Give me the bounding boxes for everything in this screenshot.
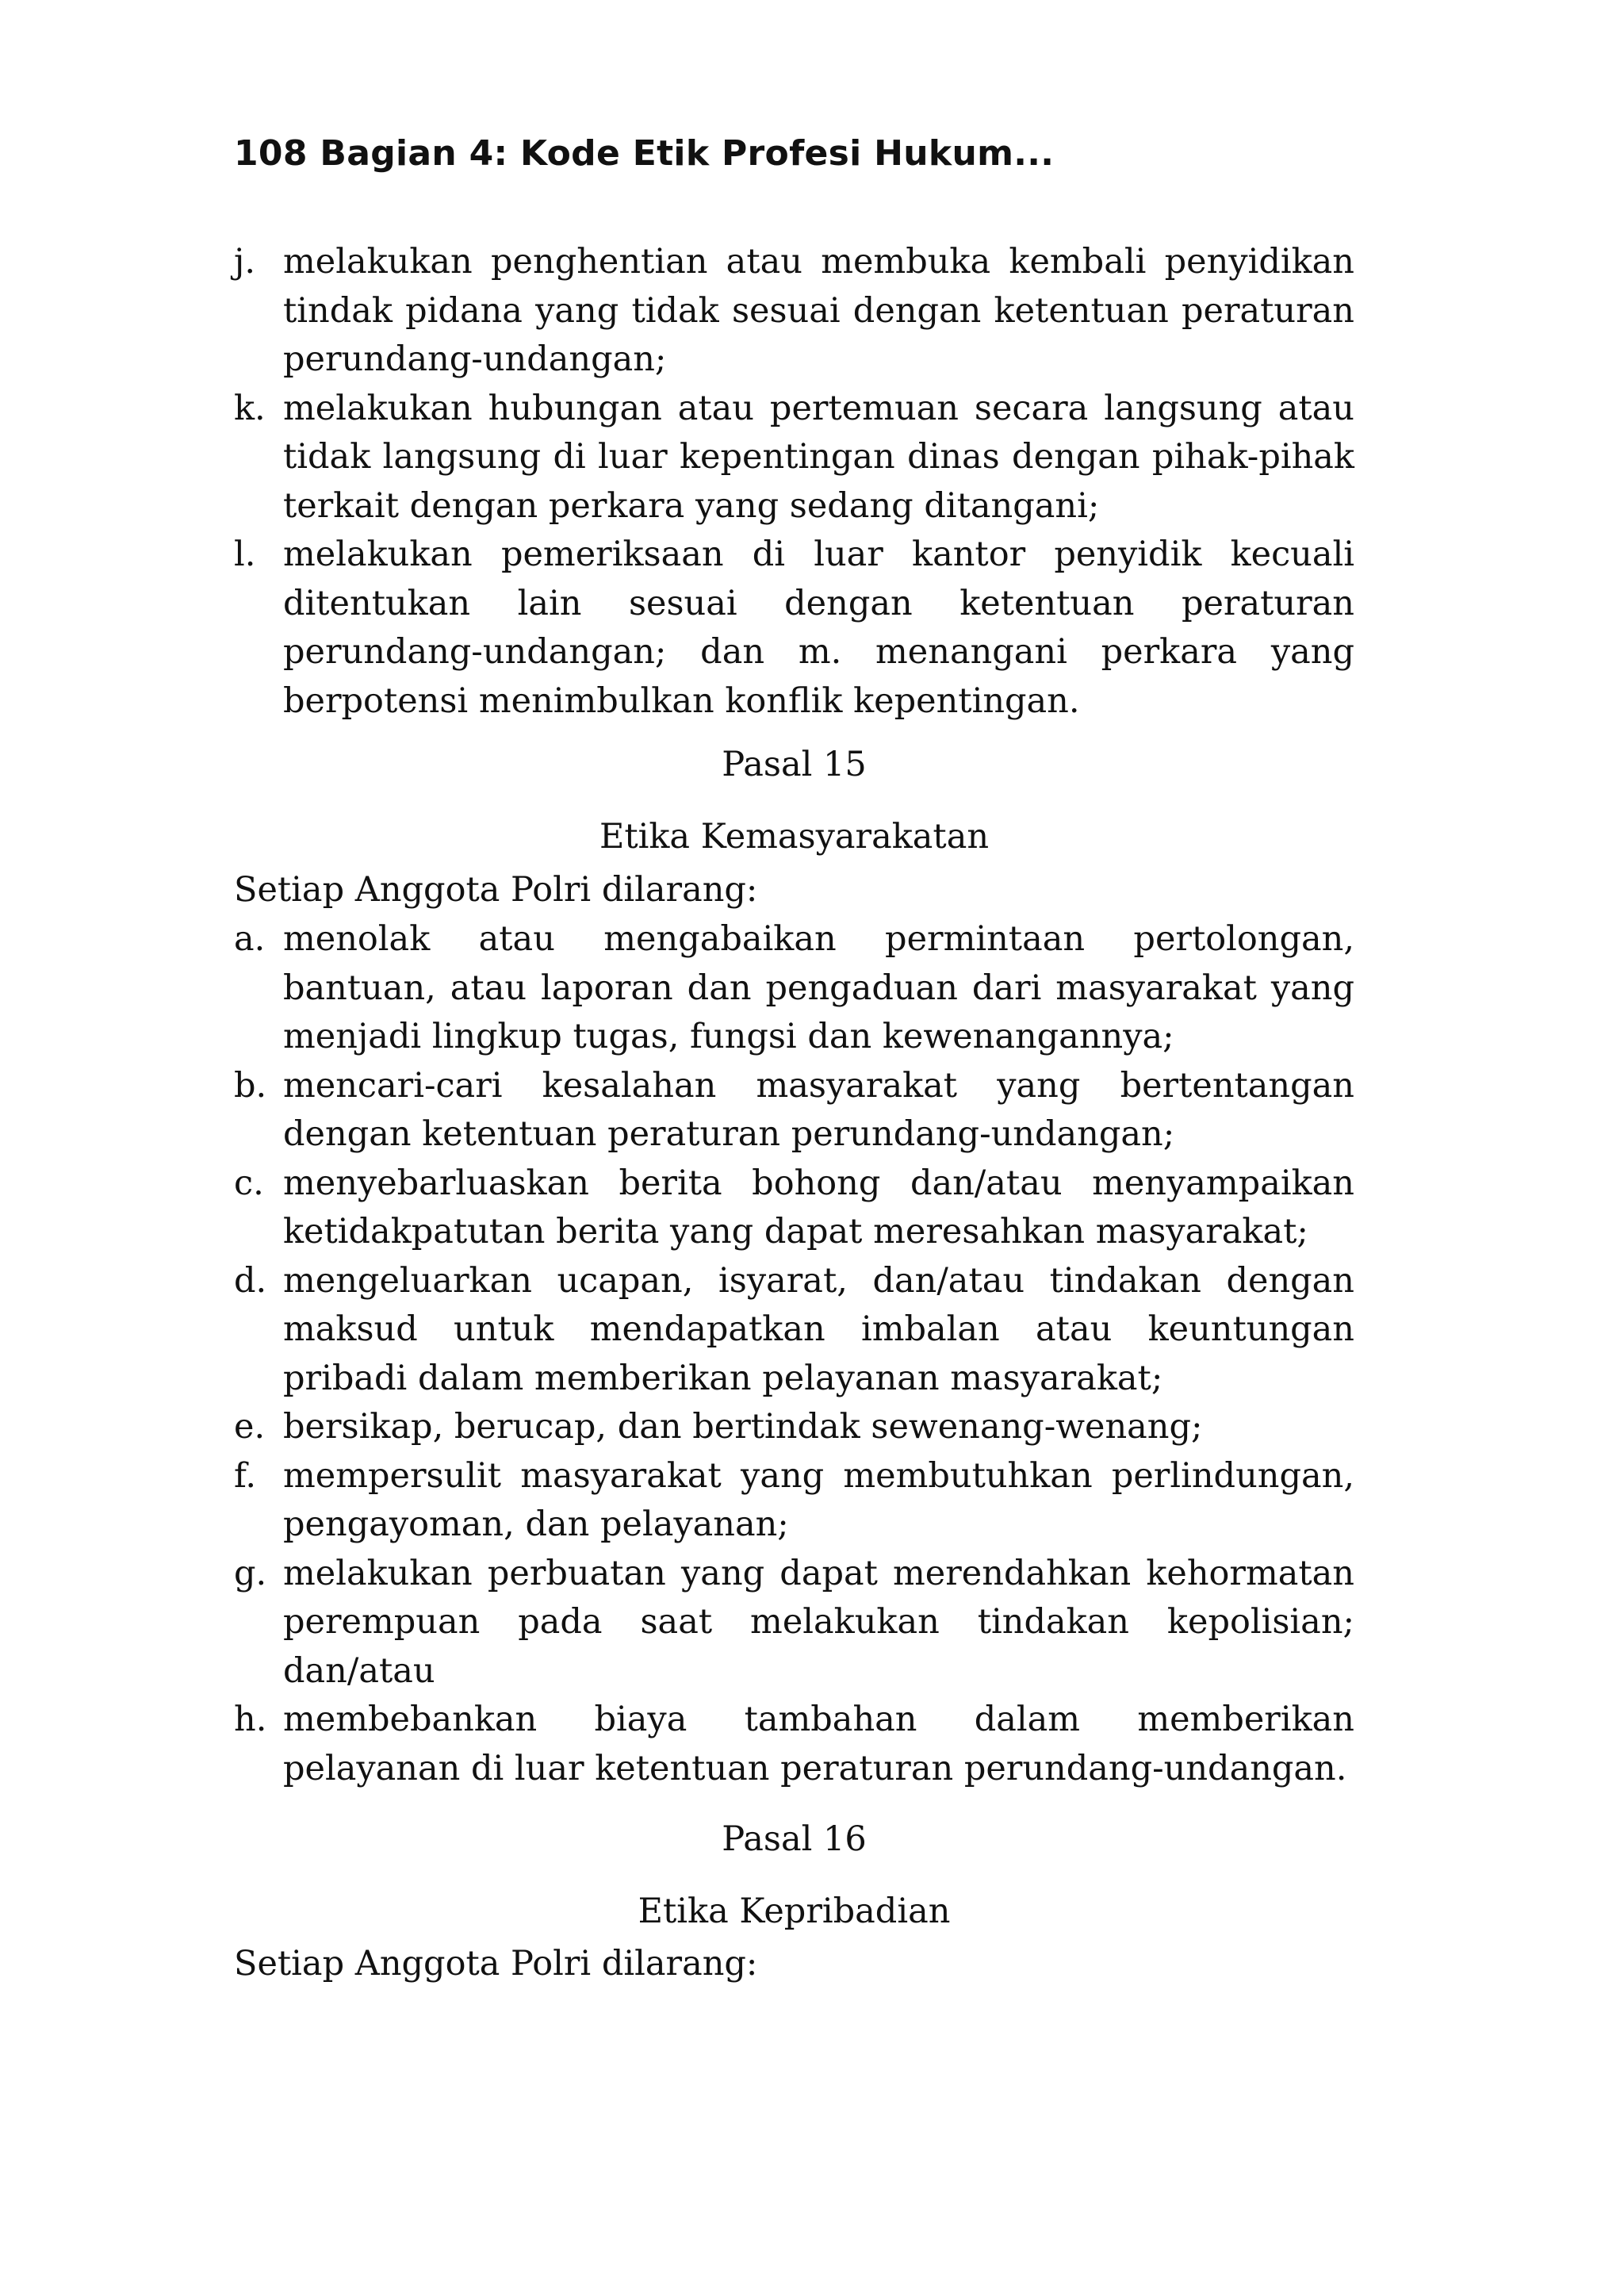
list-marker: g. <box>234 1553 267 1593</box>
list-item-text: melakukan pemeriksaan di luar kantor penyidik kecuali ditentukan lain sesuai dengan ketentuan peraturan perundang-undangan; dan m. menangani perkara yang berpotensi menimbulkan konflik kepentingan. <box>283 535 1354 721</box>
list-item-a <box>234 915 1354 1062</box>
list-item-text: melakukan perbuatan yang dapat merendahkan kehormatan perempuan pada saat melakukan tindakan kepolisian; dan/atau <box>283 1553 1354 1691</box>
list-marker: d. <box>234 1260 267 1301</box>
list-item-b <box>234 1062 1354 1159</box>
list-item-text: menyebarluaskan berita bohong dan/atau menyampaikan ketidakpatutan berita yang dapat meresahkan masyarakat; <box>283 1163 1354 1251</box>
list-item-k <box>234 385 1354 531</box>
list-item-l <box>234 531 1354 726</box>
list-item-j <box>234 238 1354 385</box>
list-item-text: mencari-cari kesalahan masyarakat yang bertentangan dengan ketentuan peraturan perundang-undangan; <box>283 1065 1354 1154</box>
list-item-d <box>234 1257 1354 1404</box>
list-item-text: mempersulit masyarakat yang membutuhkan perlindungan, pengayoman, dan pelayanan; <box>283 1455 1354 1544</box>
list-marker: l. <box>234 535 256 574</box>
list-item-c <box>234 1159 1354 1257</box>
list-item-text: menolak atau mengabaikan permintaan pertolongan, bantuan, atau laporan dan pengaduan dari masyarakat yang menjadi lingkup tugas, fungsi dan kewenangannya; <box>283 919 1354 1056</box>
list-marker: k. <box>234 388 266 428</box>
pasal-16-heading: Pasal 16 <box>722 1819 867 1859</box>
running-head: 108 Bagian 4: Kode Etik Profesi Hukum... <box>234 133 1055 174</box>
list-item-text: mengeluarkan ucapan, isyarat, dan/atau tindakan dengan maksud untuk mendapatkan imbalan atau keuntungan pribadi dalam memberikan pelayanan masyarakat; <box>283 1260 1354 1398</box>
list-marker: b. <box>234 1065 267 1106</box>
pasal-16-intro: Setiap Anggota Polri dilarang: <box>234 1944 758 1984</box>
list-item-text: membebankan biaya tambahan dalam memberikan pelayanan di luar ketentuan peraturan perundang-undangan. <box>283 1700 1354 1788</box>
pasal-15-heading: Pasal 15 <box>722 745 867 784</box>
list-item-h <box>234 1696 1354 1793</box>
list-marker: f. <box>234 1455 257 1496</box>
list-item-text: melakukan hubungan atau pertemuan secara langsung atau tidak langsung di luar kepentingan dinas dengan pihak-pihak terkait dengan perkara yang sedang ditangani; <box>283 388 1354 526</box>
list-item-e <box>234 1403 1354 1452</box>
list-item-f <box>234 1452 1354 1550</box>
pasal-15-intro: Setiap Anggota Polri dilarang: <box>234 870 758 910</box>
list-marker: c. <box>234 1163 264 1203</box>
list-continued <box>234 238 1354 726</box>
list-item-g <box>234 1550 1354 1696</box>
list-item-text: melakukan penghentian atau membuka kembali penyidikan tindak pidana yang tidak sesuai dengan ketentuan peraturan perundang-undangan; <box>283 242 1354 379</box>
list-marker: a. <box>234 919 266 959</box>
pasal-15-list <box>234 915 1354 1793</box>
list-marker: j. <box>234 242 256 282</box>
list-marker: e. <box>234 1407 266 1447</box>
list-item-text: bersikap, berucap, dan bertindak sewenang-wenang; <box>283 1407 1203 1447</box>
pasal-16-title: Etika Kepribadian <box>638 1892 951 1931</box>
list-marker: h. <box>234 1700 267 1739</box>
pasal-15-title: Etika Kemasyarakatan <box>599 817 990 857</box>
